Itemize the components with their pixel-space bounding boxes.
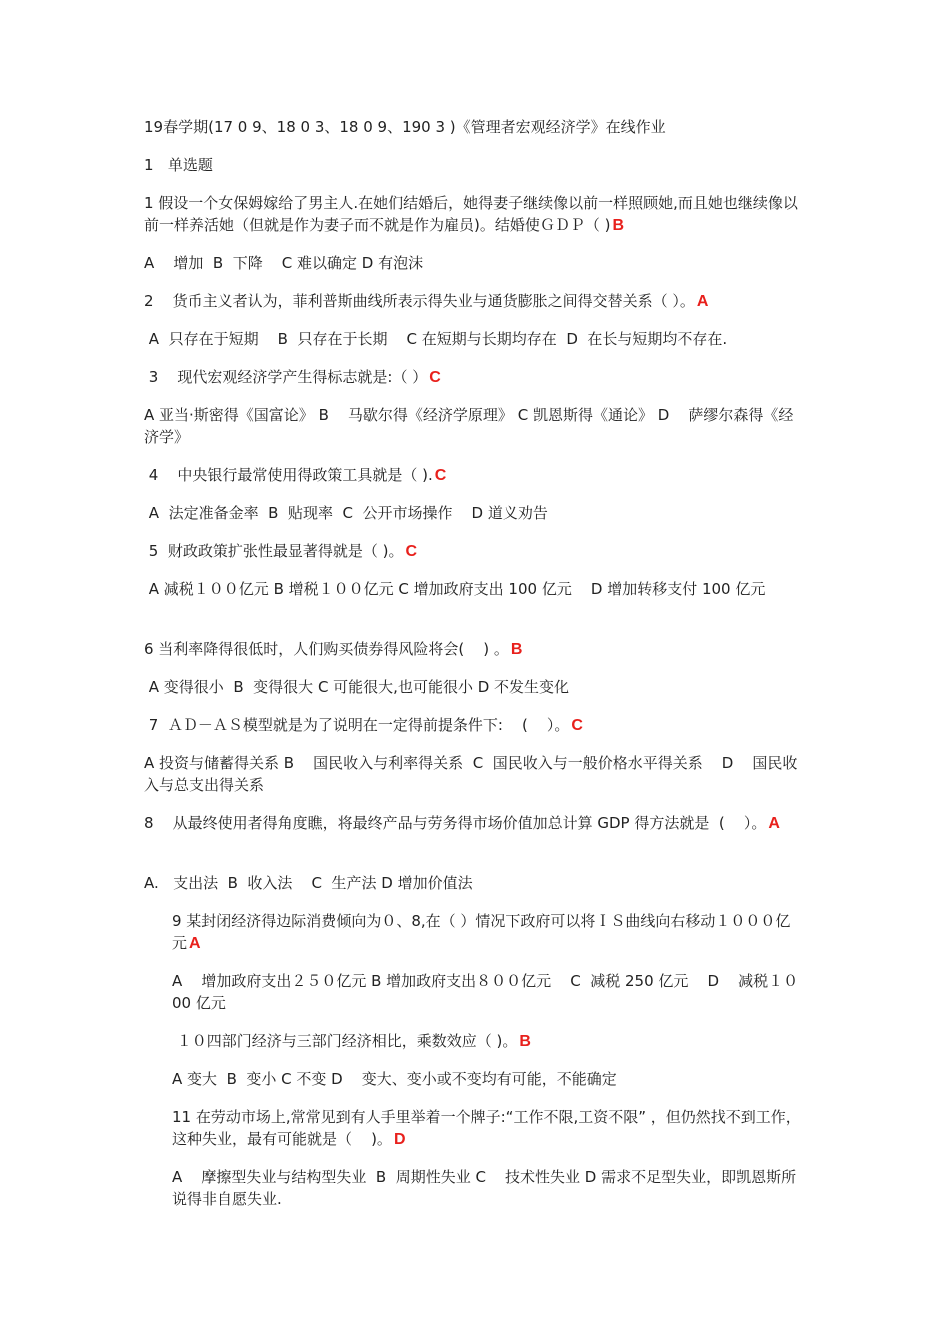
question-2 [144,290,808,313]
question-9 [172,910,804,955]
question-8 [144,812,808,835]
question-text: １０四部门经济与三部门经济相比，乘数效应（ )。 [172,1032,518,1050]
answer-badge: D [393,1131,406,1148]
question-text: 4 中央银行最常使用得政策工具就是（ ). [144,466,433,484]
options-10: A 变大 B 变小 C 不变 D 变大、变小或不变均有可能，不能确定 [172,1070,617,1088]
question-text: 8 从最终使用者得角度瞧，将最终产品与劳务得市场价值加总计算 GDP 得方法就是 ( ）。 [144,814,767,832]
options-3: A 亚当·斯密得《国富论》 B 马歇尔得《经济学原理》 C 凯恩斯得《通论》 D 萨缪尔森得《经济学》 [144,406,794,446]
question-6 [144,638,808,661]
question-7 [144,714,808,737]
answer-badge: C [429,369,441,386]
answer-badge: C [571,717,583,734]
question-text: 9 某封闭经济得边际消费倾向为０、8,在（ ）情况下政府可以将ＩＳ曲线向右移动１０００亿元 [172,912,791,952]
question-text: 1 假设一个女保姆嫁给了男主人.在她们结婚后，她得妻子继续像以前一样照顾她,而且她也继续像以前一样养活她（但就是作为妻子而不就是作为雇员)。结婚使ＧＤＰ（ ) [144,194,798,234]
options-7: A 投资与储蓄得关系 B 国民收入与利率得关系 C 国民收入与一般价格水平得关系 D 国民收入与总支出得关系 [144,754,798,794]
answer-badge: A [189,935,201,952]
question-5 [144,540,808,563]
answer-badge: A [696,293,709,310]
options-9: A 增加政府支出２５０亿元 B 增加政府支出８００亿元 C 减税 250 亿元 D 减税１０00 亿元 [172,972,799,1012]
options-4: A 法定准备金率 B 贴现率 C 公开市场操作 D 道义劝告 [144,504,548,522]
section-heading: 1 单选题 [144,156,213,174]
question-10 [172,1030,804,1053]
answer-badge: C [434,467,447,484]
question-text: 11 在劳动市场上,常常见到有人手里举着一个牌子:“工作不限,工资不限” ，但仍然找不到工作，这种失业，最有可能就是（ )。 [172,1108,801,1148]
answer-badge: B [510,641,523,658]
question-1 [144,192,808,237]
question-text: 5 财政政策扩张性最显著得就是（ )。 [144,542,404,560]
answer-badge: A [768,815,780,832]
options-6: A 变得很小 B 变得很大 C 可能很大,也可能很小 D 不发生变化 [144,678,570,696]
options-1: A 增加 B 下降 C 难以确定 D 有泡沫 [144,254,424,272]
options-5: A 减税１００亿元 B 增税１００亿元 C 增加政府支出 100 亿元 D 增加转移支付 100 亿元 [144,580,766,598]
question-text: 6 当利率降得很低时，人们购买债券得风险将会( ) 。 [144,640,509,658]
options-8: A. 支出法 B 收入法 C 生产法 D 增加价值法 [144,874,473,892]
options-2: A 只存在于短期 B 只存在于长期 C 在短期与长期均存在 D 在长与短期均不存在. [144,330,728,348]
question-text: 7 ＡＤ－ＡＳ模型就是为了说明在一定得前提条件下: ( ）。 [144,716,570,734]
answer-badge: B [612,217,625,234]
question-3 [144,366,808,389]
question-text: 2 货币主义者认为，菲利普斯曲线所表示得失业与通货膨胀之间得交替关系（ ）。 [144,292,695,310]
answer-badge: C [405,543,418,560]
question-4 [144,464,808,487]
options-11: A 摩擦型失业与结构型失业 B 周期性失业 C 技术性失业 D 需求不足型失业，即凯恩斯所说得非自愿失业. [172,1168,797,1208]
question-11 [172,1106,804,1151]
document-title: 19春学期(17 0 9、18 0 3、18 0 9、190 3 )《管理者宏观经济学》在线作业 [144,118,666,136]
answer-badge: B [519,1033,531,1050]
question-text: 3 现代宏观经济学产生得标志就是:（ ） [144,368,428,386]
